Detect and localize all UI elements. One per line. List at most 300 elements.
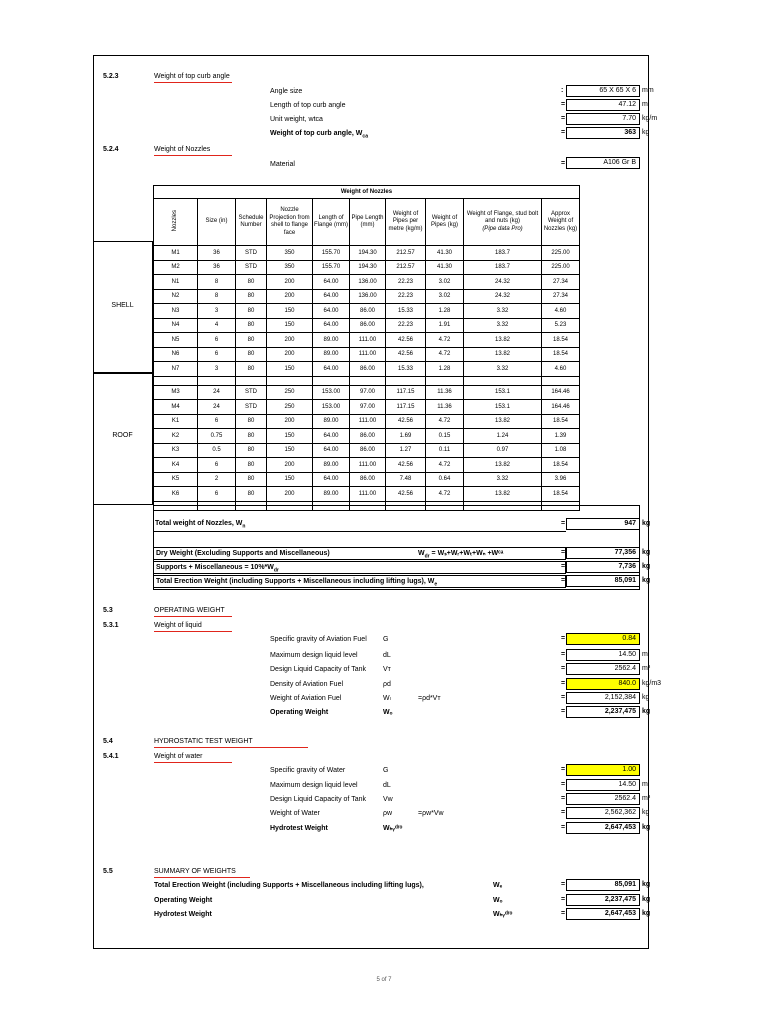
table-cell: 4.72 — [426, 347, 464, 362]
table-cell: 183.7 — [464, 260, 542, 275]
table-cell: 64.00 — [313, 275, 350, 290]
table-cell: 13.82 — [464, 333, 542, 348]
table-cell: 86.00 — [350, 318, 386, 333]
table-cell: 18.54 — [542, 487, 580, 502]
equals-sign: = — [561, 809, 566, 816]
section-number: 5.3 — [103, 607, 113, 614]
table-cell: 11.36 — [426, 400, 464, 415]
table-row — [154, 304, 580, 319]
table-cell: 3.02 — [426, 289, 464, 304]
table-header-row — [154, 199, 580, 246]
summary-label: Operating Weight — [154, 897, 213, 904]
equals-sign: = — [561, 549, 566, 556]
field-label: Specific gravity of Aviation Fuel — [270, 636, 367, 643]
page-footer: 5 of 7 — [376, 977, 392, 983]
total-label: Total Erection Weight (including Supports + Miscellaneous including lifting lugs), W — [156, 578, 435, 585]
field-label: Design Liquid Capacity of Tank — [270, 796, 366, 803]
unit-label: m³ — [642, 795, 651, 802]
section-underline — [154, 877, 250, 878]
column-header — [154, 199, 198, 246]
field-label: Weight of top curb angle, $W_{ca}$ — [270, 130, 368, 140]
table-cell: 3.32 — [464, 472, 542, 487]
table-cell: STD — [236, 260, 267, 275]
table-cell: 6 — [198, 347, 236, 362]
table-cell: 24 — [198, 385, 236, 400]
table-row — [154, 472, 580, 487]
table-cell: 5.23 — [542, 318, 580, 333]
table-cell: 350 — [267, 260, 313, 275]
value-box: 65 X 65 X 6 — [566, 85, 640, 97]
table-cell: 150 — [267, 318, 313, 333]
table-cell: 200 — [267, 347, 313, 362]
table-cell: 150 — [267, 443, 313, 458]
table-cell: 136.00 — [350, 275, 386, 290]
total-label: Total weight of Nozzles, W — [155, 520, 243, 527]
equals-sign: = — [561, 766, 566, 773]
table-cell: 24 — [198, 400, 236, 415]
spacer-row — [154, 376, 580, 385]
value-box: 7,736 — [566, 561, 640, 573]
table-cell: 4.72 — [426, 458, 464, 473]
table-row — [154, 443, 580, 458]
section-underline — [154, 762, 232, 763]
equals-sign: = — [561, 520, 566, 527]
table-cell: 13.82 — [464, 487, 542, 502]
table-cell: 1.69 — [386, 429, 426, 444]
section-underline — [154, 155, 232, 156]
table-cell: 80 — [236, 458, 267, 473]
table-cell: 111.00 — [350, 487, 386, 502]
equals-sign: = — [561, 563, 566, 570]
unit-label: kg — [642, 520, 651, 527]
column-header-note: (Pipe data Pro) — [482, 225, 523, 232]
table-cell: 89.00 — [313, 487, 350, 502]
table-cell: 6 — [198, 458, 236, 473]
table-cell: 27.34 — [542, 275, 580, 290]
table-cell: 212.57 — [386, 246, 426, 261]
table-cell: 164.46 — [542, 385, 580, 400]
table-cell: M4 — [154, 400, 198, 415]
empty-cell — [386, 376, 426, 385]
table-cell: 3.32 — [464, 304, 542, 319]
table-cell: 3.96 — [542, 472, 580, 487]
table-cell: 22.23 — [386, 289, 426, 304]
table-row — [154, 275, 580, 290]
section-title: Weight of Nozzles — [154, 146, 211, 153]
empty-cell — [464, 376, 542, 385]
field-label: Maximum design liquid level — [270, 652, 358, 659]
table-cell: 80 — [236, 362, 267, 377]
value-box: 2,237,475 — [566, 894, 640, 906]
table-cell: 0.15 — [426, 429, 464, 444]
section-underline — [154, 631, 232, 632]
table-cell: 200 — [267, 414, 313, 429]
table-cell: 111.00 — [350, 458, 386, 473]
table-cell: N4 — [154, 318, 198, 333]
table-cell: M1 — [154, 246, 198, 261]
table-cell: 0.5 — [198, 443, 236, 458]
unit-label: kg — [642, 910, 651, 917]
table-cell: 1.39 — [542, 429, 580, 444]
table-cell: 13.82 — [464, 347, 542, 362]
formula-symbol: W — [418, 550, 425, 557]
table-cell: 150 — [267, 472, 313, 487]
table-cell: 80 — [236, 318, 267, 333]
table-cell: 153.1 — [464, 400, 542, 415]
group-label-shell — [93, 241, 153, 373]
equals-sign: = — [561, 651, 566, 658]
field-label: Hydrotest Weight — [270, 825, 328, 832]
table-cell: K3 — [154, 443, 198, 458]
table-cell: 3 — [198, 362, 236, 377]
table-cell: 89.00 — [313, 414, 350, 429]
value-box: 363 — [566, 127, 640, 139]
table-cell: 86.00 — [350, 472, 386, 487]
table-cell: 4.72 — [426, 333, 464, 348]
table-cell: 0.75 — [198, 429, 236, 444]
section-title: Weight of top curb angle — [154, 73, 230, 80]
table-cell: 4.60 — [542, 304, 580, 319]
table-cell: 64.00 — [313, 472, 350, 487]
table-cell: 86.00 — [350, 362, 386, 377]
table-cell: N1 — [154, 275, 198, 290]
field-label: Maximum design liquid level — [270, 782, 358, 789]
table-cell: 64.00 — [313, 362, 350, 377]
table-cell: 250 — [267, 400, 313, 415]
unit-label: kg — [642, 881, 651, 888]
empty-cell — [154, 376, 198, 385]
table-cell: 80 — [236, 414, 267, 429]
table-cell: 3.32 — [464, 318, 542, 333]
table-cell: 80 — [236, 472, 267, 487]
table-cell: 111.00 — [350, 414, 386, 429]
table-cell: 117.15 — [386, 400, 426, 415]
value-box: 2562.4 — [566, 793, 640, 805]
section-title: Weight of water — [154, 753, 203, 760]
equals-sign: = — [561, 881, 566, 888]
table-cell: N6 — [154, 347, 198, 362]
symbol: G — [383, 636, 389, 643]
unit-label: kg — [642, 896, 651, 903]
dry-formula — [418, 549, 503, 561]
equals-sign: = — [561, 896, 566, 903]
table-cell: 80 — [236, 289, 267, 304]
table-cell: STD — [236, 385, 267, 400]
section-underline — [154, 747, 308, 748]
table-cell: N3 — [154, 304, 198, 319]
equals-sign: = — [561, 781, 566, 788]
table-cell: 42.56 — [386, 414, 426, 429]
dry-weight-line — [153, 547, 566, 560]
table-cell: 64.00 — [313, 289, 350, 304]
table-row — [154, 429, 580, 444]
unit-label: kg — [642, 809, 650, 816]
field-label: Density of Aviation Fuel — [270, 681, 344, 688]
equals-sign: = — [561, 115, 566, 122]
table-cell: 6 — [198, 333, 236, 348]
section-title: Weight of liquid — [154, 622, 202, 629]
table-cell: 36 — [198, 260, 236, 275]
table-cell: 200 — [267, 275, 313, 290]
table-cell: 200 — [267, 289, 313, 304]
value-box: 14.50 — [566, 649, 640, 661]
table-row — [154, 487, 580, 502]
table-cell: 80 — [236, 333, 267, 348]
table-cell: 225.00 — [542, 260, 580, 275]
table-row — [154, 347, 580, 362]
column-header — [464, 199, 542, 246]
subscript: n — [242, 523, 246, 530]
equals-sign: = — [561, 635, 566, 642]
equals-sign: = — [561, 665, 566, 672]
equals-sign: = — [561, 910, 566, 917]
table-cell: STD — [236, 246, 267, 261]
table-cell: 164.46 — [542, 400, 580, 415]
table-cell: 4.72 — [426, 414, 464, 429]
value-box: 85,091 — [566, 879, 640, 891]
total-label: Supports + Miscellaneous = 10%*W — [156, 564, 274, 571]
table-cell: 350 — [267, 246, 313, 261]
symbol: Vᴛ — [383, 666, 391, 673]
equals-sign: = — [561, 824, 566, 831]
table-cell: 194.30 — [350, 260, 386, 275]
symbol: Vᴡ — [383, 796, 393, 803]
value-box: 2,237,475 — [566, 706, 640, 718]
unit-label: m³ — [642, 665, 651, 672]
column-header: Pipe Length (mm) — [350, 199, 386, 246]
table-cell: 42.56 — [386, 347, 426, 362]
table-cell: 13.82 — [464, 458, 542, 473]
table-row — [154, 414, 580, 429]
table-cell: 153.1 — [464, 385, 542, 400]
table-cell: 8 — [198, 275, 236, 290]
table-cell: K5 — [154, 472, 198, 487]
unit-label: kg — [642, 577, 651, 584]
unit-label: kg — [642, 694, 650, 701]
formula: =ρw*Vᴡ — [418, 810, 444, 817]
table-cell: 11.36 — [426, 385, 464, 400]
table-cell: 89.00 — [313, 458, 350, 473]
table-cell: 36 — [198, 246, 236, 261]
symbol: ρw — [383, 810, 393, 817]
section-title: SUMMARY OF WEIGHTS — [154, 868, 236, 875]
table-cell: 86.00 — [350, 304, 386, 319]
value-box: 2,152,384 — [566, 692, 640, 704]
total-label: Dry Weight (Excluding Supports and Miscellaneous) — [156, 550, 330, 557]
field-label: Angle size — [270, 88, 303, 95]
unit-label: kg — [642, 824, 651, 831]
symbol: Wₕᵧᵈʳᵒ — [383, 825, 403, 832]
table-cell: 1.27 — [386, 443, 426, 458]
table-cell: 1.28 — [426, 362, 464, 377]
table-cell: 80 — [236, 443, 267, 458]
table-cell: K1 — [154, 414, 198, 429]
table-cell: 194.30 — [350, 246, 386, 261]
column-header: Length of Flange (mm) — [313, 199, 350, 246]
section-number: 5.3.1 — [103, 622, 119, 629]
table-cell: 18.54 — [542, 333, 580, 348]
summary-label: Hydrotest Weight — [154, 911, 212, 918]
table-cell: 155.70 — [313, 260, 350, 275]
table-cell: 3.32 — [464, 362, 542, 377]
section-title: HYDROSTATIC TEST WEIGHT — [154, 738, 253, 745]
table-cell: 97.00 — [350, 385, 386, 400]
value-box: 47.12 — [566, 99, 640, 111]
value-box: 14.50 — [566, 779, 640, 791]
table-cell: N5 — [154, 333, 198, 348]
unit-label: kg — [642, 563, 651, 570]
table-cell: 18.54 — [542, 458, 580, 473]
unit-label: kg — [642, 129, 650, 136]
table-cell: 155.70 — [313, 246, 350, 261]
column-header: Nozzle Projection from shell to flange face — [267, 199, 313, 246]
table-cell: 15.33 — [386, 362, 426, 377]
section-underline — [154, 616, 232, 617]
table-row — [154, 260, 580, 275]
table-cell: 6 — [198, 414, 236, 429]
table-cell: M3 — [154, 385, 198, 400]
table-cell: 225.00 — [542, 246, 580, 261]
table-cell: 200 — [267, 458, 313, 473]
unit-label: m — [642, 781, 648, 788]
table-cell: 64.00 — [313, 318, 350, 333]
table-row — [154, 385, 580, 400]
symbol: G — [383, 767, 389, 774]
erection-weight-line — [153, 575, 566, 588]
value-box: 2,562,362 — [566, 807, 640, 819]
nozzle-table — [153, 185, 580, 511]
value-box: 2562.4 — [566, 663, 640, 675]
table-cell: 80 — [236, 487, 267, 502]
section-number: 5.5 — [103, 868, 113, 875]
empty-cell — [313, 376, 350, 385]
column-header: Weight of Pipes (kg) — [426, 199, 464, 246]
empty-cell — [542, 376, 580, 385]
table-cell: 86.00 — [350, 443, 386, 458]
table-cell: 97.00 — [350, 400, 386, 415]
table-cell: 41.30 — [426, 260, 464, 275]
column-header: Schedule Number — [236, 199, 267, 246]
subscript: e — [434, 581, 438, 588]
unit-label: kg — [642, 549, 651, 556]
section-underline — [154, 82, 232, 83]
symbol: dL — [383, 782, 391, 789]
table-cell: 64.00 — [313, 304, 350, 319]
formula: =ρd*Vᴛ — [418, 695, 441, 702]
table-cell: 22.23 — [386, 275, 426, 290]
column-header-label: Weight of Flange, stud bolt and nuts (kg) — [466, 210, 539, 225]
section-number: 5.4 — [103, 738, 113, 745]
unit-label: m — [642, 651, 648, 658]
table-cell: 8 — [198, 289, 236, 304]
table-title: Weight of Nozzles — [154, 186, 580, 199]
table-cell: 0.97 — [464, 443, 542, 458]
table-cell: 80 — [236, 275, 267, 290]
value-box: 7.70 — [566, 113, 640, 125]
table-cell: 136.00 — [350, 289, 386, 304]
table-row — [154, 400, 580, 415]
value-box: 1.00 — [566, 764, 640, 776]
empty-cell — [350, 376, 386, 385]
table-cell: 80 — [236, 304, 267, 319]
table-cell: 15.33 — [386, 304, 426, 319]
table-cell: 111.00 — [350, 333, 386, 348]
table-cell: 0.64 — [426, 472, 464, 487]
section-number: 5.2.3 — [103, 73, 119, 80]
empty-cell — [236, 376, 267, 385]
table-cell: 200 — [267, 333, 313, 348]
table-cell: 111.00 — [350, 347, 386, 362]
unit-label: kg/m — [642, 115, 658, 122]
equals-sign: = — [561, 680, 566, 687]
value-box: 77,356 — [566, 547, 640, 559]
table-cell: 1.24 — [464, 429, 542, 444]
table-cell: 86.00 — [350, 429, 386, 444]
table-row — [154, 289, 580, 304]
table-cell: 153.00 — [313, 400, 350, 415]
table-cell: M2 — [154, 260, 198, 275]
symbol: Wₗ — [383, 695, 391, 702]
section-number: 5.4.1 — [103, 753, 119, 760]
field-label: Design Liquid Capacity of Tank — [270, 666, 366, 673]
table-cell: 22.23 — [386, 318, 426, 333]
table-cell: 42.56 — [386, 458, 426, 473]
table-cell: 183.7 — [464, 246, 542, 261]
equals-sign: = — [561, 160, 566, 167]
symbol: dL — [383, 652, 391, 659]
field-label: Unit weight, wtca — [270, 116, 323, 123]
table-cell: STD — [236, 400, 267, 415]
table-cell: 200 — [267, 487, 313, 502]
table-cell: 150 — [267, 429, 313, 444]
summary-label: Total Erection Weight (including Supports + Miscellaneous including lifting lugs), — [154, 882, 424, 889]
table-cell: 18.54 — [542, 414, 580, 429]
equals-sign: = — [561, 129, 566, 136]
value-box: A106 Gr B — [566, 157, 640, 169]
summary-symbol: Wₑ — [493, 882, 503, 889]
table-cell: 4 — [198, 318, 236, 333]
equals-sign: = — [561, 577, 566, 584]
field-label: Operating Weight — [270, 709, 329, 716]
value-box: 2,647,453 — [566, 908, 640, 920]
unit-label: m — [642, 101, 648, 108]
field-label: Material — [270, 161, 295, 168]
table-cell: K2 — [154, 429, 198, 444]
table-cell: 18.54 — [542, 347, 580, 362]
value-box: 840.0 — [566, 678, 640, 690]
empty-cell — [267, 376, 313, 385]
empty-cell — [426, 376, 464, 385]
table-cell: 4.72 — [426, 487, 464, 502]
total-nozzles-line — [153, 518, 566, 531]
table-cell: K4 — [154, 458, 198, 473]
table-row — [154, 362, 580, 377]
symbol: ρd — [383, 681, 391, 688]
table-cell: 42.56 — [386, 487, 426, 502]
equals-sign: = — [561, 694, 566, 701]
table-row — [154, 318, 580, 333]
table-cell: 153.00 — [313, 385, 350, 400]
table-cell: 24.32 — [464, 275, 542, 290]
unit-label: kg — [642, 708, 651, 715]
table-cell: 80 — [236, 429, 267, 444]
table-cell: 89.00 — [313, 333, 350, 348]
symbol: Wₒ — [383, 709, 393, 716]
table-cell: 212.57 — [386, 260, 426, 275]
subscript: ca — [362, 133, 368, 140]
table-cell: K6 — [154, 487, 198, 502]
table-cell: 6 — [198, 487, 236, 502]
